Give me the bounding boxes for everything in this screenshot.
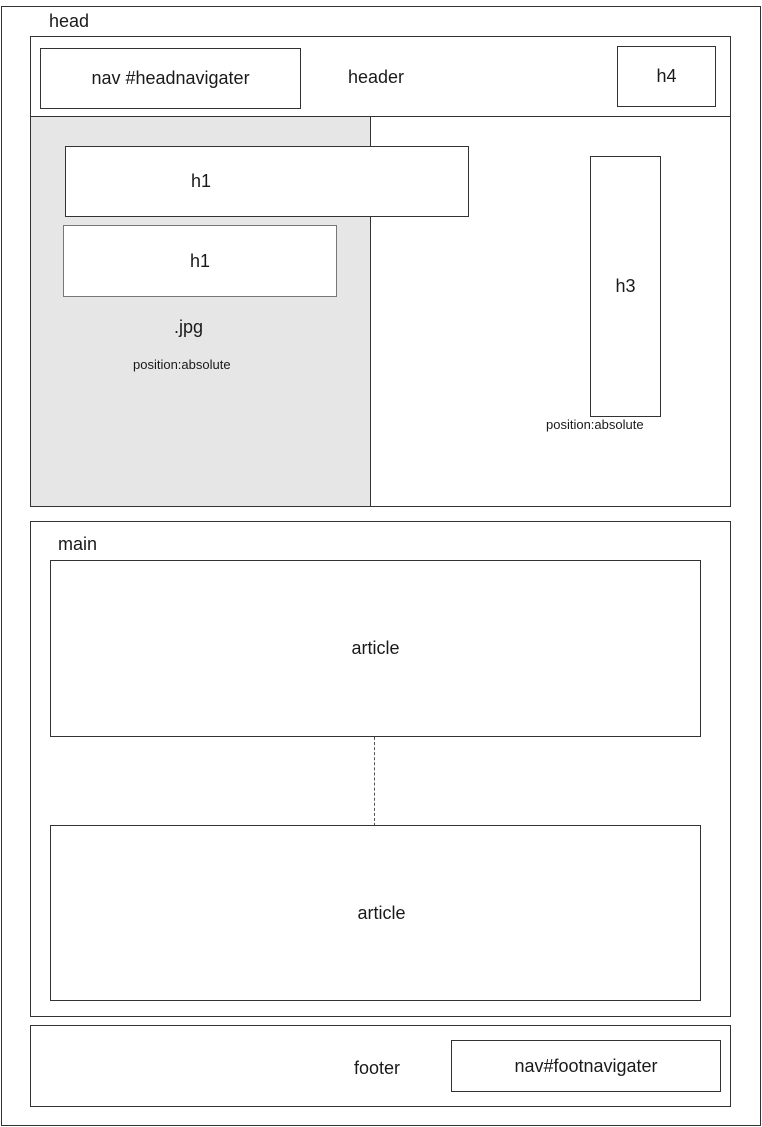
- h4-box: [617, 46, 716, 107]
- h3-label: h3: [615, 276, 636, 296]
- h1-secondary-label: h1: [189, 250, 211, 271]
- h3-position-note: position:absolute: [546, 417, 644, 432]
- h1-primary-box: [65, 146, 469, 217]
- h1-primary-label: h1: [190, 171, 212, 191]
- head-nav-box: [40, 48, 301, 109]
- foot-nav-label: nav#footnavigater: [514, 1055, 658, 1076]
- header-label: header: [348, 67, 405, 87]
- h3-box: [590, 156, 661, 417]
- footer-label: footer: [354, 1058, 401, 1078]
- main-label: main: [58, 534, 98, 554]
- head-nav-label: nav #headnavigater: [91, 68, 250, 88]
- head-label: head: [49, 11, 90, 31]
- article-box-1: [50, 560, 701, 737]
- h1-secondary-box: [63, 225, 337, 297]
- image-position-note: position:absolute: [133, 357, 231, 372]
- image-label: .jpg: [174, 317, 204, 337]
- foot-nav-box: [451, 1040, 721, 1092]
- h4-label: h4: [656, 66, 677, 86]
- article-label-2: article: [357, 902, 406, 923]
- article-connector: [374, 737, 375, 826]
- article-label-1: article: [351, 638, 400, 658]
- article-box-2: [50, 825, 701, 1001]
